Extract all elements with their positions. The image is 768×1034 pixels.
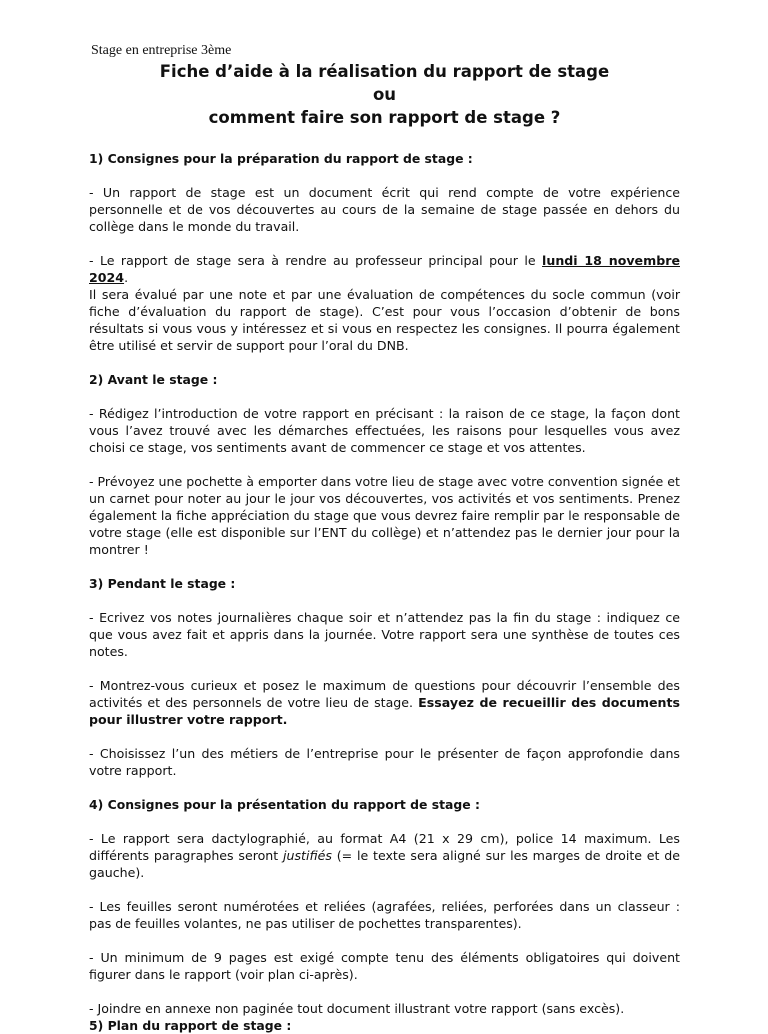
section-4-paragraph-1: - Le rapport sera dactylographié, au format A4 (21 x 29 cm), police 14 maximum. Les différents paragraphes seront justifiés (= le texte sera aligné sur les marges de droite et de gauche). (89, 831, 680, 880)
section-1-paragraph-2: - Le rapport de stage sera à rendre au professeur principal pour le lundi 18 novembre 2024. (89, 253, 680, 285)
bold-advice: Essayez de recueillir des documents pour illustrer votre rapport. (89, 695, 680, 727)
italic-justified: justifiés (283, 848, 332, 863)
section-4-paragraph-4: - Joindre en annexe non paginée tout document illustrant votre rapport (sans excès). (89, 1001, 625, 1016)
section-4-heading: 4) Consignes pour la présentation du rapport de stage : (89, 797, 480, 812)
section-2-paragraph-2: - Prévoyez une pochette à emporter dans votre lieu de stage avec votre convention signée et un carnet pour noter au jour le jour vos découvertes, vos activités et vos sentiments. Prenez également la fiche appréciation du stage que vous devrez faire remplir par le responsable de votre stage (elle est disponible sur l’ENT du collège) et n’attendez pas le dernier jour pour la montrer ! (89, 474, 680, 557)
section-3-paragraph-1: - Ecrivez vos notes journalières chaque soir et n’attendez pas la fin du stage : indiquez ce que vous avez fait et appris dans la journée. Votre rapport sera une synthèse de toutes ces notes. (89, 610, 680, 659)
section-1-paragraph-3: Il sera évalué par une note et par une évaluation de compétences du socle commun (voir fiche d’évaluation du rapport de stage). C’est pour vous l’occasion d’obtenir de bons résultats si vous vous y intéressez et si vous en respectez les consignes. Il pourra également être utilisé et servir de support pour l’oral du DNB. (89, 287, 680, 353)
section-5-heading: 5) Plan du rapport de stage : (89, 1018, 292, 1033)
section-1-heading: 1) Consignes pour la préparation du rapport de stage : (89, 151, 473, 166)
title-line-3: comment faire son rapport de stage ? (208, 108, 561, 127)
section-3-paragraph-3: - Choisissez l’un des métiers de l’entreprise pour le présenter de façon approfondie dans votre rapport. (89, 746, 680, 778)
due-date: lundi 18 novembre 2024 (89, 253, 680, 285)
title-line-2: ou (372, 85, 397, 104)
section-1-paragraph-1: - Un rapport de stage est un document écrit qui rend compte de votre expérience personnelle et de vos découvertes au cours de la semaine de stage passée en dehors du collège dans le monde du travail. (89, 185, 680, 234)
section-3-paragraph-2: - Montrez-vous curieux et posez le maximum de questions pour découvrir l’ensemble des activités et des personnels de votre lieu de stage. Essayez de recueillir des documents pour illustrer votre rapport. (89, 678, 680, 727)
section-3-heading: 3) Pendant le stage : (89, 576, 236, 591)
section-4-paragraph-3: - Un minimum de 9 pages est exigé compte tenu des éléments obligatoires qui doivent figurer dans le rapport (voir plan ci-après). (89, 950, 680, 982)
page-header: Stage en entreprise 3ème (91, 43, 232, 58)
section-4-paragraph-2: - Les feuilles seront numérotées et reliées (agrafées, reliées, perforées dans un classeur : pas de feuilles volantes, ne pas utiliser de pochettes transparentes). (89, 899, 680, 931)
title-line-1: Fiche d’aide à la réalisation du rapport de stage (159, 62, 610, 81)
section-2-paragraph-1: - Rédigez l’introduction de votre rapport en précisant : la raison de ce stage, la façon dont vous l’avez trouvé avec les démarches effectuées, les raisons pour lesquelles vous avez choisi ce stage, vos sentiments avant de commencer ce stage et vos attentes. (89, 406, 680, 455)
section-2-heading: 2) Avant le stage : (89, 372, 218, 387)
